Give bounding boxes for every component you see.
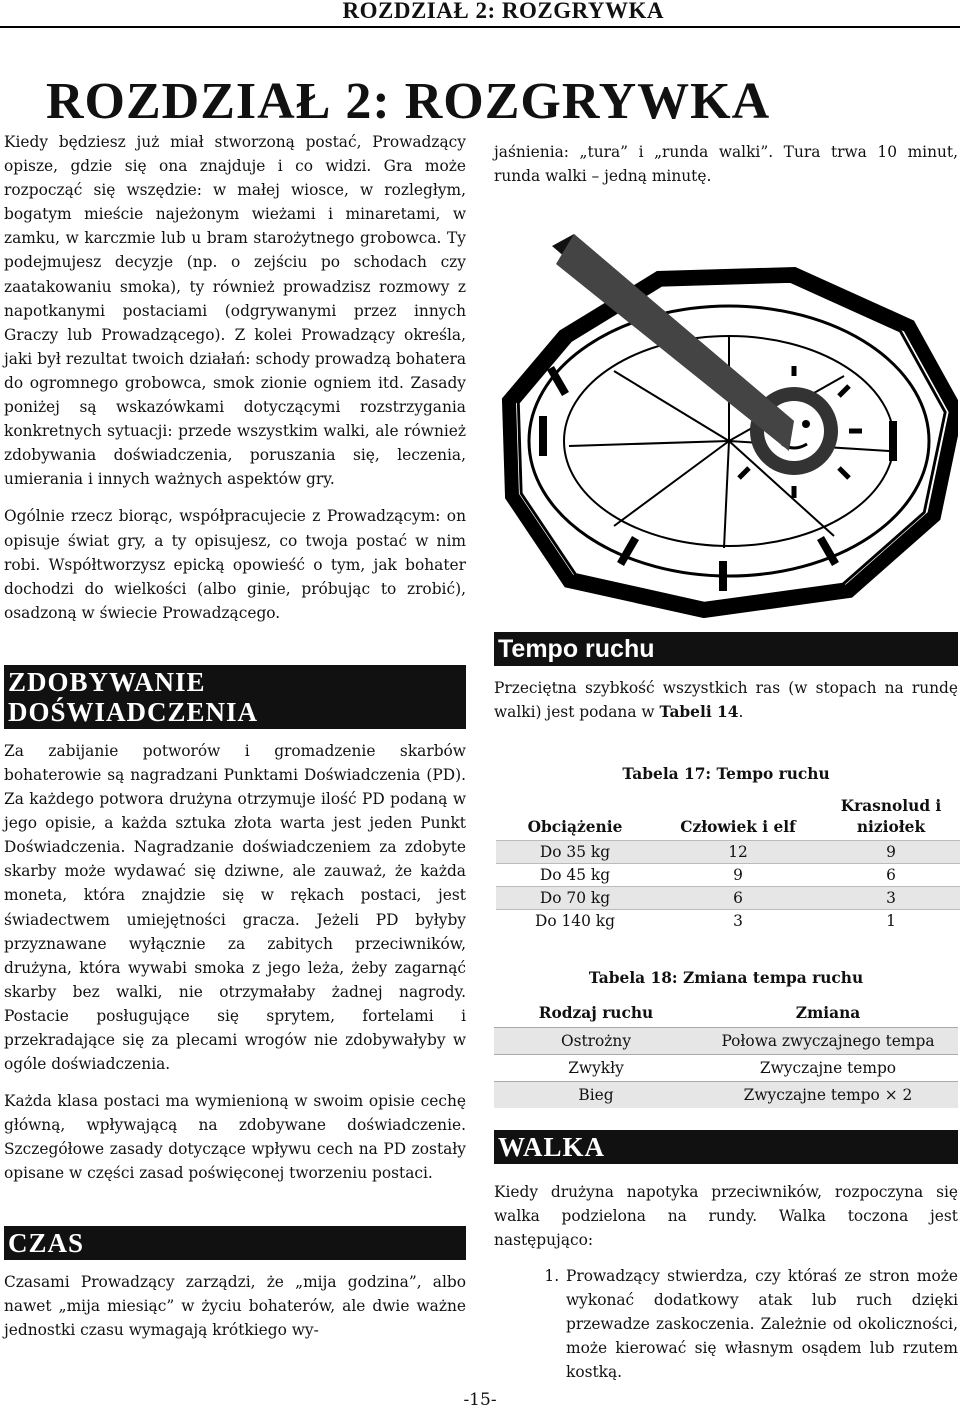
table-cell: Zwykły [494,1054,698,1081]
running-head [0,0,960,28]
table-cell: 6 [822,864,960,887]
column-header: Rodzaj ruchu [538,1003,654,1022]
table-cell: Do 35 kg [496,841,654,864]
table-cell: 3 [822,887,960,910]
table-cell: Zwyczajne tempo × 2 [698,1081,958,1108]
left-column [4,130,466,1342]
section-heading-movement: Tempo ruchu [494,632,958,666]
table-cell: 3 [654,910,822,933]
table-row [494,1054,958,1081]
section-heading-experience: ZDOBYWANIE DOŚWIADCZENIA [4,665,466,729]
movement-change-table [494,999,958,1108]
table-cell: Do 45 kg [496,864,654,887]
table-cell: Do 140 kg [496,910,654,933]
intro-paragraph-1: Kiedy będziesz już miał stworzoną postać, Prowadzący opisze, gdzie się ona znajduje i co widzi. Gra może rozpocząć się wszędzie: w małej wiosce, w rozległym, bogatym mieście najeżonym wieżami i minaretami, w zamku, w karczmie lub u bram starożytnego grobowca. Ty podejmujesz decyzje (np. o zejściu po schodach czy zaatakowaniu smoka), ty również prowadzisz rozmowy z napotkanymi postaciami (odgrywanymi przez innych Graczy lub Prowadzącego). Z kolei Prowadzący określa, jaki był rezultat twoich działań: schody prowadzą bohatera do ogromnego grobowca, smok zionie ogniem itd. Zasady poniżej są wskazówkami dotyczącymi rozstrzygania konkretnych sytuacji: przede wszystkim walki, ale również zdobywania doświadczenia, poruszania się, leczenia, umierania i innych ważnych aspektów gry. [4,133,466,489]
movement-text-before: Przeciętna szybkość wszystkich ras (w stopach na rundę walki) jest podana w [494,679,958,722]
running-head-text: ROZDZIAŁ 2: ROZGRYWKA [342,0,664,23]
table-cell: Ostrożny [494,1027,698,1054]
table-row [496,910,960,933]
table-cell: 9 [822,841,960,864]
combat-steps-list [494,1264,958,1384]
page-number: -15- [463,1390,497,1410]
time-paragraph-1: Czasami Prowadzący zarządzi, że „mija godzina”, albo nawet „mija miesiąc” w życiu bohaterów, ale dwie ważne jednostki czasu wymagają krótkiego wy- [4,1272,466,1339]
column-header: Człowiek i elf [680,818,796,837]
table-cell: Połowa zwyczajnego tempa [698,1027,958,1054]
combat-paragraph-1: Kiedy drużyna napotyka przeciwników, rozpoczyna się walka podzielona na rundy. Walka toczona jest następująco: [494,1182,958,1249]
table-cell: 1 [822,910,960,933]
table-row [496,864,960,887]
movement-text-after: . [738,703,744,722]
table-cell: 12 [654,841,822,864]
table-17-caption: Tabela 17: Tempo ruchu [622,765,830,784]
table-cell: 6 [654,887,822,910]
experience-paragraph-1: Za zabijanie potworów i gromadzenie skarbów bohaterowie są nagradzani Punktami Doświadczenia (PD). Za każdego potwora drużyna otrzymuje ilość PD podaną w jego opisie, a każda sztuka złota warta jest jeden Punkt Doświadczenia. Nagradzanie doświadczeniem za zdobyte skarby może wydawać się dziwne, ale zauważ, że każda moneta, która znajdzie się w rękach postaci, jest świadectwem umiejętności gracza. Jeżeli PD byłyby przyznawane wyłącznie za zabitych przeciwników, drużyna, która wywabi smoka z jego leża, żeby zagarnąć skarby bez walki, nie otrzymałaby żadnej nagrody. Postacie posługujące się sprytem, fortelami i przekradające się za plecami wrogów nie zdobywałyby w ogóle doświadczenia. [4,741,466,1074]
table-row [494,1081,958,1108]
list-item: 1. Prowadzący stwierdza, czy któraś ze stron może wykonać dodatkowy atak lub ruch dzięki przewadze zaskoczenia. Zależnie od okoliczności, może kierować się własnym osądem lub rzutem kostką. [564,1264,958,1384]
movement-rate-table [496,794,960,932]
chapter-title: ROZDZIAŁ 2: ROZGRYWKA [46,73,771,130]
right-column [494,140,958,1384]
table-cell: 9 [654,864,822,887]
table-row [494,1027,958,1054]
movement-table-ref: Tabeli 14 [659,703,739,722]
intro-paragraph-2: Ogólnie rzecz biorąc, współpracujecie z Prowadzącym: on opisuje świat gry, a ty opisujesz, co twoja postać w nim robi. Współtworzysz epicką opowieść o tym, jak bohater dochodzi do wielkości (albo ginie, próbując to zrobić), osadzoną w świecie Prowadzącego. [4,507,466,622]
table-cell: Zwyczajne tempo [698,1054,958,1081]
movement-paragraph [494,676,958,724]
table-row [496,887,960,910]
table-cell: Bieg [494,1081,698,1108]
table-18-caption: Tabela 18: Zmiana tempa ruchu [588,969,864,988]
sundial-illustration [494,216,958,618]
time-paragraph-continued: jaśnienia: „tura” i „runda walki”. Tura trwa 10 minut, runda walki – jedną minutę. [494,143,958,186]
section-heading-combat: WALKA [494,1130,958,1164]
column-header: Krasnolud i niziołek [840,797,942,837]
table-row [496,841,960,864]
column-header: Obciążenie [527,818,623,837]
column-header: Zmiana [795,1003,861,1022]
table-cell: Do 70 kg [496,887,654,910]
experience-paragraph-2: Każda klasa postaci ma wymienioną w swoim opisie cechę główną, wpływającą na zdobywane doświadczenie. Szczegółowe zasady dotyczące wpływu cech na PD zostały opisane w części zasad poświęconej tworzeniu postaci. [4,1092,466,1183]
section-heading-time: CZAS [4,1226,466,1260]
